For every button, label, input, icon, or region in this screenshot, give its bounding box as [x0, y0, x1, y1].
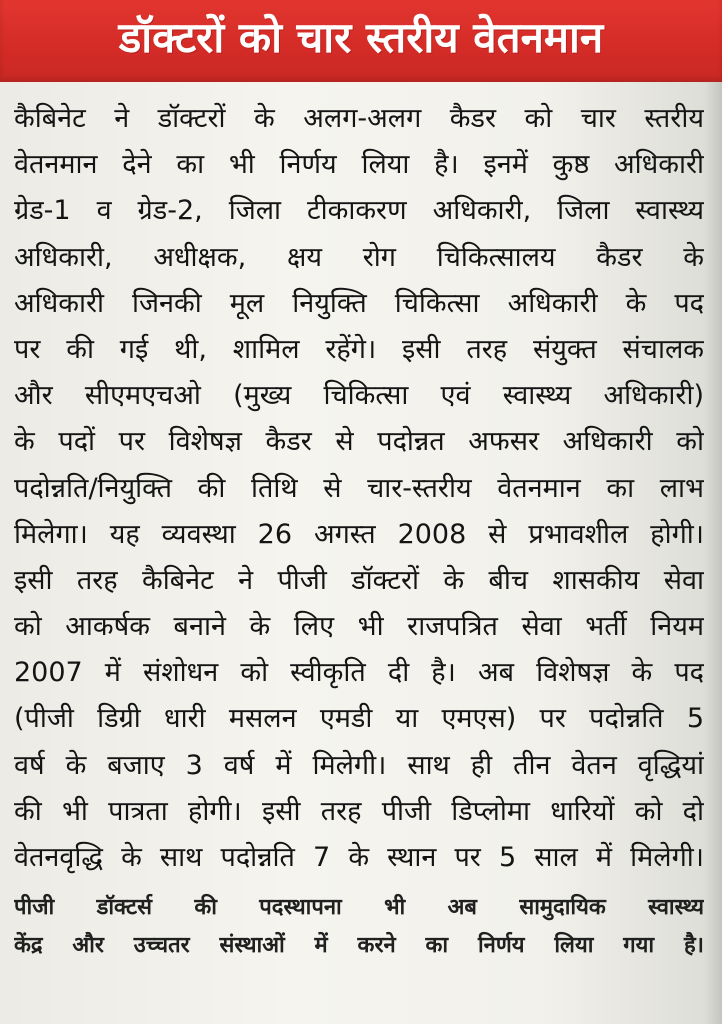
- article-line: और सीएमएचओ (मुख्य चिकित्सा एवं स्वास्थ्य अधिकारी): [14, 380, 704, 412]
- paragraph-gap: [14, 881, 704, 889]
- footer-line: पीजी डॉक्टर्स की पदस्थापना भी अब सामुदायिक स्वास्थ्य: [14, 895, 704, 921]
- article-line: पदोन्नति/नियुक्ति की तिथि से चार-स्तरीय वेतनमान का लाभ: [14, 472, 704, 504]
- page-curl-shadow: [704, 82, 722, 1024]
- headline: डॉक्टरों को चार स्तरीय वेतनमान: [118, 13, 604, 62]
- article-line: पर की गई थी, शामिल रहेंगे। इसी तरह संयुक्त संचालक: [14, 333, 704, 365]
- article-line: वर्ष के बजाए 3 वर्ष में मिलेगी। साथ ही तीन वेतन वृद्धियां: [14, 749, 704, 781]
- headline-banner: [0, 0, 722, 82]
- article-line: इसी तरह कैबिनेट ने पीजी डॉक्टरों के बीच शासकीय सेवा: [14, 564, 704, 596]
- article-line: वेतनवृद्धि के साथ पदोन्नति 7 के स्थान पर 5 साल में मिलेगी।: [14, 842, 704, 873]
- article-line: 2007 में संशोधन को स्वीकृति दी है। अब विशेषज्ञ के पद: [14, 657, 704, 689]
- article-body: [14, 96, 704, 965]
- footer-line: केंद्र और उच्चतर संस्थाओं में करने का निर्णय लिया गया है।: [14, 933, 704, 959]
- article-line: को आकर्षक बनाने के लिए भी राजपत्रित सेवा भर्ती नियम: [14, 611, 704, 643]
- article-line: ग्रेड-1 व ग्रेड-2, जिला टीकाकरण अधिकारी, जिला स्वास्थ्य: [14, 195, 704, 227]
- article-line: के पदों पर विशेषज्ञ कैडर से पदोन्नत अफसर अधिकारी को: [14, 426, 704, 458]
- article-line: वेतनमान देने का भी निर्णय लिया है। इनमें कुष्ठ अधिकारी: [14, 149, 704, 181]
- article-line: की भी पात्रता होगी। इसी तरह पीजी डिप्लोमा धारियों को दो: [14, 795, 704, 827]
- article-line: (पीजी डिग्री धारी मसलन एमडी या एमएस) पर पदोन्नति 5: [14, 703, 704, 735]
- article-line: कैबिनेट ने डॉक्टरों के अलग-अलग कैडर को चार स्तरीय: [14, 103, 704, 134]
- article-line: मिलेगा। यह व्यवस्था 26 अगस्त 2008 से प्रभावशील होगी।: [14, 518, 704, 550]
- article-line: अधिकारी जिनकी मूल नियुक्ति चिकित्सा अधिकारी के पद: [14, 287, 704, 319]
- article-line: अधिकारी, अधीक्षक, क्षय रोग चिकित्सालय कैडर के: [14, 241, 704, 273]
